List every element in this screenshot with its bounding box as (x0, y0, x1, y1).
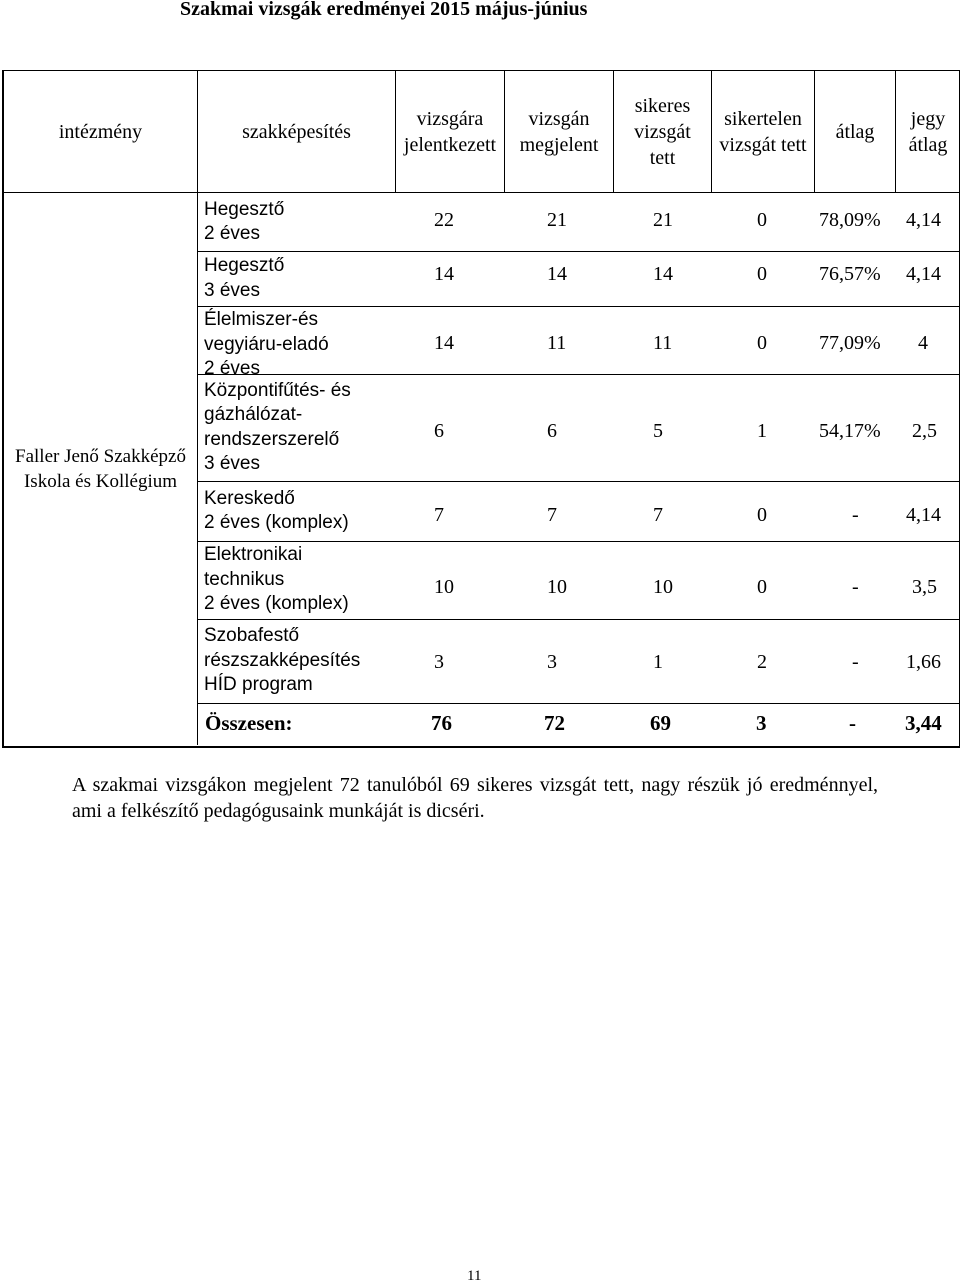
cell-grade: 4,14 (906, 504, 941, 526)
cell-failed: 1 (757, 420, 767, 442)
cell-appeared: 3 (547, 651, 557, 673)
cell-appeared: 11 (547, 332, 567, 354)
row-divider (198, 619, 960, 620)
total-appeared: 72 (544, 711, 565, 735)
row-divider (198, 251, 960, 252)
cell-failed: 0 (757, 504, 767, 526)
cell-passed: 1 (653, 651, 663, 673)
header-institution: intézmény (4, 71, 198, 192)
cell-appeared: 14 (547, 263, 567, 285)
cell-avg: 77,09% (819, 332, 881, 354)
cell-failed: 0 (757, 332, 767, 354)
qualification-cell: Kereskedő 2 éves (komplex) (204, 487, 349, 533)
cell-grade: 4,14 (906, 209, 941, 231)
cell-registered: 10 (434, 576, 454, 598)
qualification-cell: Elektronikai technikus 2 éves (komplex) (204, 544, 349, 615)
header-passed: sikeres vizsgát tett (614, 71, 712, 192)
cell-registered: 14 (434, 332, 454, 354)
cell-appeared: 6 (547, 420, 557, 442)
cell-failed: 0 (757, 263, 767, 285)
header-qualification: szakképesítés (198, 71, 396, 192)
cell-avg: 76,57% (819, 263, 881, 285)
table-header (4, 71, 960, 193)
qualification-cell: Élelmiszer-és vegyiáru-eladó 2 éves (204, 309, 329, 379)
summary-paragraph: A szakmai vizsgákon megjelent 72 tanulóból 69 sikeres vizsgát tett, nagy részük jó eredménnyel, ami a felkészítő pedagógusaink munkáját is dicséri. (72, 774, 878, 822)
row-divider (198, 541, 960, 542)
cell-passed: 7 (653, 504, 663, 526)
cell-avg: - (852, 576, 859, 598)
row-divider (198, 481, 960, 482)
row-divider (198, 306, 960, 307)
cell-avg: - (852, 504, 859, 526)
header-failed: sikertelen vizsgát tett (712, 71, 815, 192)
total-registered: 76 (431, 711, 452, 735)
header-average: átlag (815, 71, 896, 192)
cell-passed: 21 (653, 209, 673, 231)
cell-grade: 4,14 (906, 263, 941, 285)
cell-avg: - (852, 651, 859, 673)
cell-passed: 11 (653, 332, 673, 354)
cell-registered: 6 (434, 420, 444, 442)
cell-registered: 14 (434, 263, 454, 285)
total-row-divider (198, 703, 960, 704)
cell-registered: 7 (434, 504, 444, 526)
cell-passed: 10 (653, 576, 673, 598)
cell-appeared: 21 (547, 209, 567, 231)
page-number: 11 (467, 1268, 482, 1284)
total-average: - (849, 711, 856, 735)
cell-failed: 0 (757, 576, 767, 598)
total-label: Összesen: (205, 711, 293, 735)
cell-passed: 14 (653, 263, 673, 285)
cell-grade: 1,66 (906, 651, 941, 673)
row-divider (198, 374, 960, 375)
cell-appeared: 7 (547, 504, 557, 526)
total-passed: 69 (650, 711, 671, 735)
total-grade-average: 3,44 (905, 711, 942, 735)
qualification-cell: Hegesztő 2 éves (204, 198, 285, 244)
total-failed: 3 (756, 711, 767, 735)
cell-grade: 3,5 (912, 576, 937, 598)
cell-avg: 54,17% (819, 420, 881, 442)
cell-appeared: 10 (547, 576, 567, 598)
header-appeared: vizsgán megjelent (505, 71, 614, 192)
cell-failed: 0 (757, 209, 767, 231)
header-registered: vizsgára jelentkezett (396, 71, 505, 192)
cell-passed: 5 (653, 420, 663, 442)
cell-registered: 3 (434, 651, 444, 673)
qualification-cell: Szobafestő részszakképesítés HÍD program (204, 625, 361, 696)
header-grade-average: jegy átlag (908, 107, 948, 156)
cell-grade: 4 (918, 332, 928, 354)
cell-avg: 78,09% (819, 209, 881, 231)
qualification-cell: Központifűtés- és gázhálózat- rendszerszerelő 3 éves (204, 379, 351, 474)
qualification-cell: Hegesztő 3 éves (204, 255, 285, 301)
page-title: Szakmai vizsgák eredményei 2015 május-június (180, 0, 588, 20)
cell-registered: 22 (434, 209, 454, 231)
cell-failed: 2 (757, 651, 767, 673)
institution-cell: Faller Jenő Szakképző Iskola és Kollégium (4, 193, 198, 745)
results-table (2, 70, 960, 748)
cell-grade: 2,5 (912, 420, 937, 442)
